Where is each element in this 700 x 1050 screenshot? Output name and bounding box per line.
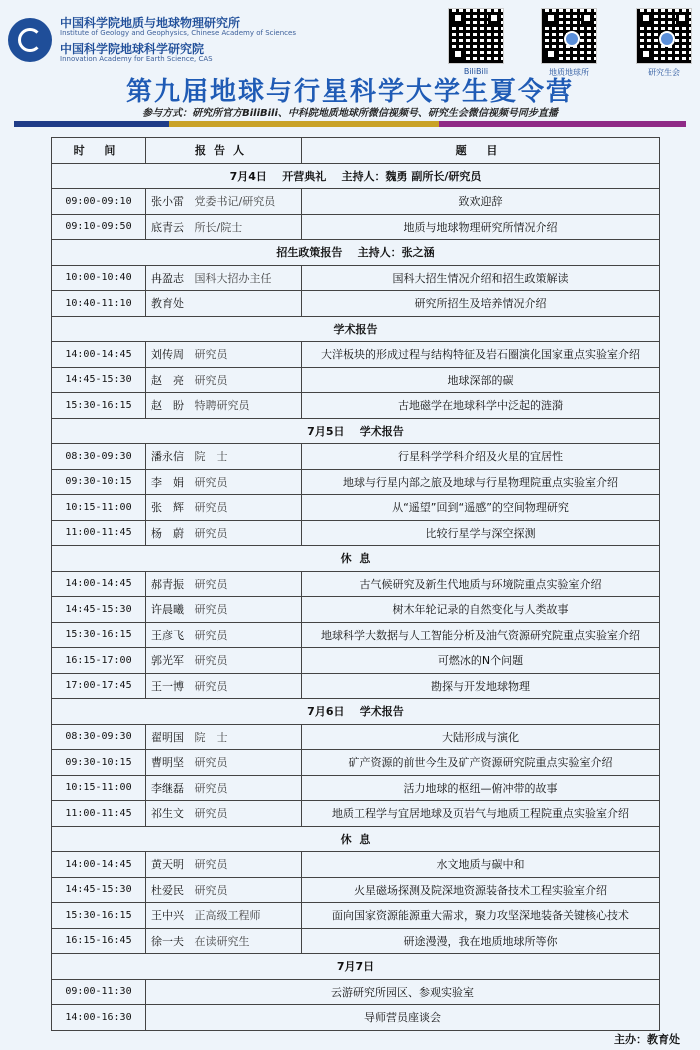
section-title: 7月6日 学术报告	[52, 699, 660, 725]
speaker-cell	[146, 571, 302, 597]
speaker-name: 祁生文	[151, 807, 184, 821]
speaker-name: 赵 亮	[151, 373, 184, 387]
time-cell: 15:30-16:15	[52, 393, 146, 419]
section-row	[52, 954, 660, 980]
speaker-role: 研究员	[194, 603, 228, 617]
speaker-role: 研究员	[194, 373, 228, 387]
speaker-name: 潘永信	[151, 450, 184, 464]
topic-cell: 研途漫漫，我在地质地球所等你	[302, 928, 660, 954]
speaker-cell	[146, 469, 302, 495]
speaker-role: 院 士	[194, 450, 228, 464]
topic-cell: 树木年轮记录的自然变化与人类故事	[302, 597, 660, 623]
speaker-cell	[146, 622, 302, 648]
subtitle: 参与方式：研究所官方BiliBili、中科院地质地球所微信视频号、研究生会微信视频号同步直播	[142, 108, 558, 119]
speaker-cell	[146, 444, 302, 470]
time-cell: 10:00-10:40	[52, 265, 146, 291]
speaker-cell	[146, 775, 302, 801]
speaker-role: 院 士	[194, 730, 228, 744]
section-title: 学术报告	[52, 316, 660, 342]
table-row	[52, 622, 660, 648]
section-row	[52, 826, 660, 852]
iggcas-logo	[8, 18, 52, 62]
speaker-name: 刘传周	[151, 348, 184, 362]
table-row	[52, 1005, 660, 1031]
speaker-name: 张 辉	[151, 501, 184, 515]
speaker-name: 王一博	[151, 679, 184, 693]
speaker-cell	[146, 367, 302, 393]
speaker-cell	[146, 673, 302, 699]
table-row	[52, 903, 660, 929]
table-row	[52, 444, 660, 470]
topic-cell: 地球科学大数据与人工智能分析及油气资源研究院重点实验室介绍	[302, 622, 660, 648]
section-row	[52, 699, 660, 725]
section-title: 招生政策报告 主持人：张之涵	[52, 240, 660, 266]
speaker-cell	[146, 801, 302, 827]
speaker-role: 研究员	[194, 654, 228, 668]
table-row	[52, 367, 660, 393]
topic-cell: 国科大招生情况介绍和招生政策解读	[302, 265, 660, 291]
schedule-table	[51, 137, 660, 1031]
speaker-cell	[146, 903, 302, 929]
time-cell: 11:00-11:45	[52, 520, 146, 546]
table-row	[52, 265, 660, 291]
section-title: 休 息	[52, 826, 660, 852]
time-cell: 14:00-14:45	[52, 852, 146, 878]
time-cell: 15:30-16:15	[52, 622, 146, 648]
speaker-role: 研究员	[194, 883, 228, 897]
time-cell: 09:30-10:15	[52, 750, 146, 776]
topic-cell: 地质工程学与宜居地球及页岩气与地质工程院重点实验室介绍	[302, 801, 660, 827]
speaker-cell	[146, 928, 302, 954]
speaker-role: 研究员	[194, 679, 228, 693]
speaker-role: 研究员	[194, 348, 228, 362]
speaker-cell	[146, 750, 302, 776]
speaker-cell	[146, 648, 302, 674]
time-cell: 10:15-11:00	[52, 775, 146, 801]
speaker-role: 研究员	[194, 475, 228, 489]
time-cell: 11:00-11:45	[52, 801, 146, 827]
table-row	[52, 342, 660, 368]
speaker-cell	[146, 393, 302, 419]
topic-cell: 活力地球的枢纽—俯冲带的故事	[302, 775, 660, 801]
divider-blue	[14, 121, 169, 127]
section-row	[52, 316, 660, 342]
time-cell: 08:30-09:30	[52, 724, 146, 750]
section-row	[52, 163, 660, 189]
header-topic: 题 目	[302, 138, 660, 164]
speaker-role: 研究员	[194, 756, 228, 770]
table-header-row	[52, 138, 660, 164]
speaker-cell	[146, 495, 302, 521]
speaker-role: 研究员	[194, 781, 228, 795]
organizer: 主办：教育处	[614, 1033, 680, 1046]
table-row	[52, 775, 660, 801]
speaker-name: 王中兴	[151, 909, 184, 923]
student-union-qr-code[interactable]	[636, 8, 692, 64]
speaker-role: 研究员	[194, 526, 228, 540]
section-row	[52, 240, 660, 266]
time-cell: 16:15-17:00	[52, 648, 146, 674]
table-row	[52, 648, 660, 674]
speaker-role: 国科大招办主任	[194, 271, 272, 285]
section-row	[52, 546, 660, 572]
topic-cell: 勘探与开发地球物理	[302, 673, 660, 699]
speaker-name: 曹明坚	[151, 756, 184, 770]
time-cell: 14:45-15:30	[52, 877, 146, 903]
speaker-name: 底青云	[151, 220, 184, 234]
topic-cell: 水文地质与碳中和	[302, 852, 660, 878]
schedule-body	[52, 163, 660, 1030]
time-cell: 14:00-14:45	[52, 571, 146, 597]
speaker-name: 许晨曦	[151, 603, 184, 617]
speaker-cell	[146, 597, 302, 623]
header-time: 时 间	[52, 138, 146, 164]
speaker-name: 赵 盼	[151, 399, 184, 413]
speaker-name: 翟明国	[151, 730, 184, 744]
speaker-name: 王彦飞	[151, 628, 184, 642]
time-cell: 09:10-09:50	[52, 214, 146, 240]
header	[0, 0, 700, 130]
speaker-role: 研究员	[194, 807, 228, 821]
topic-cell: 可燃冰的N个问题	[302, 648, 660, 674]
table-row	[52, 214, 660, 240]
divider-purple	[439, 121, 686, 127]
speaker-cell	[146, 724, 302, 750]
section-row	[52, 418, 660, 444]
topic-cell: 火星磁场探测及院深地资源装备技术工程实验室介绍	[302, 877, 660, 903]
table-row	[52, 571, 660, 597]
section-title: 7月5日 学术报告	[52, 418, 660, 444]
table-row	[52, 189, 660, 215]
topic-cell: 大陆形成与演化	[302, 724, 660, 750]
time-cell: 10:40-11:10	[52, 291, 146, 317]
table-row	[52, 724, 660, 750]
table-row	[52, 801, 660, 827]
speaker-role: 党委书记/研究员	[194, 195, 276, 209]
speaker-cell	[146, 189, 302, 215]
time-cell: 10:15-11:00	[52, 495, 146, 521]
table-row	[52, 877, 660, 903]
time-cell: 16:15-16:45	[52, 928, 146, 954]
speaker-role: 正高级工程师	[194, 909, 261, 923]
institute-wechat-qr-code[interactable]	[541, 8, 597, 64]
table-row	[52, 597, 660, 623]
table-row	[52, 750, 660, 776]
speaker-cell	[146, 265, 302, 291]
time-cell: 14:45-15:30	[52, 597, 146, 623]
topic-cell: 地质与地球物理研究所情况介绍	[302, 214, 660, 240]
section-title: 休 息	[52, 546, 660, 572]
topic-cell: 地球与行星内部之旅及地球与行星物理院重点实验室介绍	[302, 469, 660, 495]
speaker-name: 杨 蔚	[151, 526, 184, 540]
speaker-name: 张小雷	[151, 195, 184, 209]
institute1-english: Institute of Geology and Geophysics, Chinese Academy of Sciences	[60, 29, 296, 37]
speaker-role: 研究员	[194, 858, 228, 872]
qr-label-student-union: 研究生会	[648, 68, 680, 77]
time-cell: 09:00-09:10	[52, 189, 146, 215]
topic-cell: 行星科学学科介绍及火星的宜居性	[302, 444, 660, 470]
speaker-role: 特聘研究员	[194, 399, 250, 413]
bilibili-qr-code[interactable]	[448, 8, 504, 64]
speaker-role: 研究员	[194, 577, 228, 591]
speaker-cell	[146, 214, 302, 240]
topic-cell: 从“遥望”回到“遥感”的空间物理研究	[302, 495, 660, 521]
topic-cell: 古气候研究及新生代地质与环境院重点实验室介绍	[302, 571, 660, 597]
time-cell: 14:00-14:45	[52, 342, 146, 368]
topic-cell: 比较行星学与深空探测	[302, 520, 660, 546]
speaker-cell	[146, 291, 302, 317]
table-row	[52, 495, 660, 521]
speaker-role: 研究员	[194, 501, 228, 515]
time-cell: 14:00-16:30	[52, 1005, 146, 1031]
speaker-name: 冉盈志	[151, 271, 184, 285]
table-row	[52, 520, 660, 546]
speaker-cell	[146, 520, 302, 546]
topic-cell: 矿产资源的前世今生及矿产资源研究院重点实验室介绍	[302, 750, 660, 776]
topic-cell: 古地磁学在地球科学中泛起的涟漪	[302, 393, 660, 419]
institute2-name: 中国科学院地球科学研究院	[60, 42, 205, 56]
speaker-role: 所长/院士	[194, 220, 243, 234]
table-row	[52, 291, 660, 317]
speaker-name: 教育处	[151, 297, 184, 311]
speaker-name: 李继磊	[151, 781, 184, 795]
time-cell: 09:00-11:30	[52, 979, 146, 1005]
topic-cell: 致欢迎辞	[302, 189, 660, 215]
institute2-english: Innovation Academy for Earth Science, CAS	[60, 55, 213, 63]
table-row	[52, 852, 660, 878]
topic-cell: 云游研究所园区、参观实验室	[146, 979, 660, 1005]
time-cell: 08:30-09:30	[52, 444, 146, 470]
time-cell: 17:00-17:45	[52, 673, 146, 699]
header-speaker: 报告人	[146, 138, 302, 164]
table-row	[52, 469, 660, 495]
topic-cell: 大洋板块的形成过程与结构特征及岩石圈演化国家重点实验室介绍	[302, 342, 660, 368]
time-cell: 09:30-10:15	[52, 469, 146, 495]
qr-label-bilibili: BiliBili	[463, 67, 489, 76]
speaker-name: 李 娟	[151, 475, 184, 489]
table-row	[52, 928, 660, 954]
table-row	[52, 979, 660, 1005]
speaker-name: 杜爱民	[151, 883, 184, 897]
time-cell: 14:45-15:30	[52, 367, 146, 393]
speaker-cell	[146, 342, 302, 368]
section-title: 7月4日 开营典礼 主持人：魏勇 副所长/研究员	[52, 163, 660, 189]
institute1-name: 中国科学院地质与地球物理研究所	[60, 16, 241, 30]
table-row	[52, 673, 660, 699]
speaker-cell	[146, 877, 302, 903]
topic-cell: 研究所招生及培养情况介绍	[302, 291, 660, 317]
speaker-name: 郭光军	[151, 654, 184, 668]
page-title: 第九届地球与行星科学大学生夏令营	[125, 77, 574, 107]
speaker-role: 在读研究生	[194, 934, 250, 948]
speaker-name: 黄天明	[151, 858, 184, 872]
topic-cell: 面向国家资源能源重大需求，聚力攻坚深地装备关键核心技术	[302, 903, 660, 929]
speaker-cell	[146, 852, 302, 878]
qr-label-institute: 地质地球所	[549, 68, 589, 77]
divider-gold	[169, 121, 439, 127]
time-cell: 15:30-16:15	[52, 903, 146, 929]
speaker-role: 研究员	[194, 628, 228, 642]
table-row	[52, 393, 660, 419]
speaker-name: 徐一夫	[151, 934, 184, 948]
topic-cell: 地球深部的碳	[302, 367, 660, 393]
topic-cell: 导师营员座谈会	[146, 1005, 660, 1031]
speaker-name: 郝青振	[151, 577, 184, 591]
section-title: 7月7日	[52, 954, 660, 980]
